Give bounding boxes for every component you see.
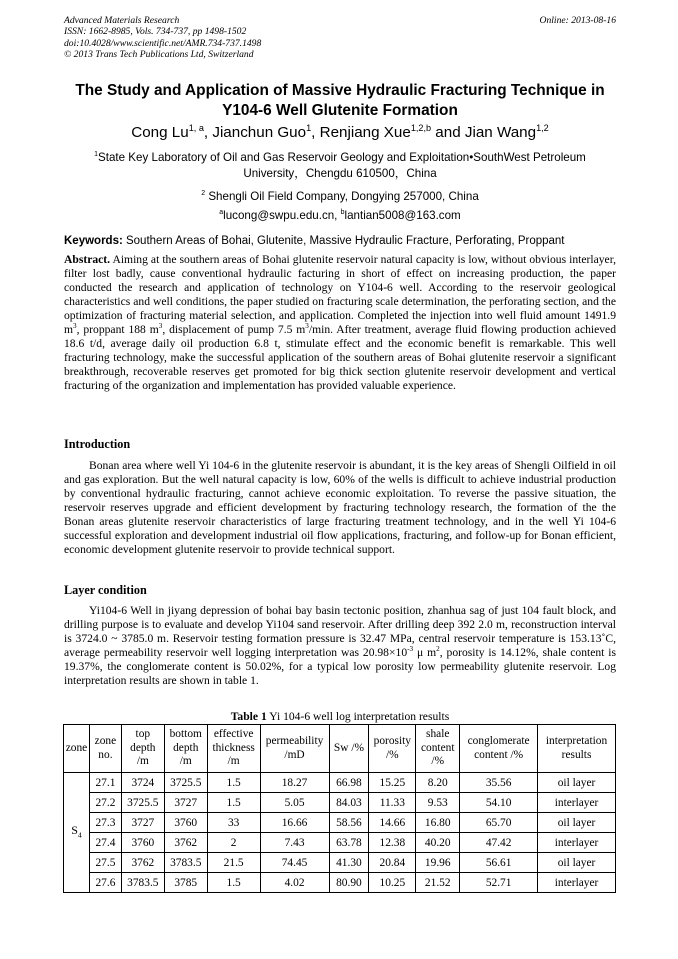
table-cell: 20.84 — [369, 853, 416, 873]
table-cell: 19.96 — [416, 853, 460, 873]
author-list — [60, 124, 620, 141]
table-cell: 2 — [207, 833, 260, 853]
affiliation-mark: 1 — [94, 151, 99, 159]
header-permeability: permeability /mD — [260, 725, 329, 773]
table-cell: 7.43 — [260, 833, 329, 853]
table-cell: 16.66 — [260, 813, 329, 833]
table-cell: 74.45 — [260, 853, 329, 873]
author-name: Cong Lu — [131, 124, 189, 141]
section-heading-introduction: Introduction — [64, 437, 131, 451]
table-cell: 41.30 — [329, 853, 369, 873]
author-name: Jianchun Guo — [212, 124, 307, 141]
table-cell: 10.25 — [369, 873, 416, 893]
table-cell: 12.38 — [369, 833, 416, 853]
table-row — [64, 873, 616, 893]
table-caption-label: Table 1 — [230, 710, 267, 723]
table-cell: interlayer — [538, 873, 616, 893]
superscript: 3 — [158, 322, 163, 331]
superscript: -3 — [407, 645, 414, 654]
table-cell: 3783.5 — [164, 853, 207, 873]
body-text: μ m — [413, 646, 437, 659]
journal-header — [64, 15, 616, 61]
table-cell: 27.3 — [89, 813, 121, 833]
table-cell: 3762 — [121, 853, 164, 873]
table-cell: interlayer — [538, 793, 616, 813]
author-separator: , — [203, 124, 213, 141]
table-row — [64, 853, 616, 873]
table-cell: 56.61 — [460, 853, 538, 873]
abstract-text: , displacement of pump 7.5 m — [162, 323, 306, 336]
table-cell: 18.27 — [260, 773, 329, 793]
layer-condition-paragraph — [64, 604, 616, 688]
keywords — [64, 234, 616, 248]
table-cell: 3727 — [121, 813, 164, 833]
abstract-text: , proppant 188 m — [76, 323, 159, 336]
author-affiliation-mark: 1,2 — [536, 122, 549, 133]
table-row — [64, 773, 616, 793]
table-cell: 33 — [207, 813, 260, 833]
table-cell: 3783.5 — [121, 873, 164, 893]
header-effective-thickness: effective thickness /m — [207, 725, 260, 773]
affiliation-text: Shengli Oil Field Company, Dongying 257000, China — [208, 190, 479, 203]
table-cell: oil layer — [538, 853, 616, 873]
abstract-text: Aiming at the southern areas of Bohai glutenite reservoir natural capacity is low, without obvious interlayer, filter lost badly, cause conventional hydraulic facturing in short of effect on increasing production, the paper conducted the research and application of technology on Y104-6 well. According to the reservoir geological characteristics and well conditions, the paper studied on fracturing scale determination, the perforating section, and the optimization of fracturing material selection, and application. Completed the injection into well fluid amount 1491.9 m — [64, 253, 616, 336]
table-cell: 27.1 — [89, 773, 121, 793]
affiliation-2 — [64, 189, 616, 205]
affiliation-mark: 2 — [201, 190, 206, 198]
table-cell: 1.5 — [207, 873, 260, 893]
table-cell: 66.98 — [329, 773, 369, 793]
journal-issn: ISSN: 1662-8985, Vols. 734-737, pp 1498-1502 — [64, 26, 247, 38]
zone-label: S — [71, 822, 78, 837]
superscript: 2 — [436, 645, 440, 654]
table-cell: 35.56 — [460, 773, 538, 793]
log-interpretation-table — [63, 724, 616, 893]
table-cell: interlayer — [538, 833, 616, 853]
table-cell: 27.6 — [89, 873, 121, 893]
table-row — [64, 793, 616, 813]
table-caption — [64, 710, 616, 723]
journal-name: Advanced Materials Research — [64, 15, 180, 26]
journal-doi: doi:10.4028/www.scientific.net/AMR.734-737.1498 — [64, 37, 262, 49]
table-cell: 3785 — [164, 873, 207, 893]
table-cell: 54.10 — [460, 793, 538, 813]
author-separator: and — [431, 124, 465, 141]
paper-title: The Study and Application of Massive Hydraulic Fracturing Technique in Y104-6 Well Glutenite Formation — [75, 82, 605, 119]
header-zone: zone — [64, 725, 90, 773]
header-top-depth: top depth /m — [121, 725, 164, 773]
header-interpretation-results: interpretation results — [538, 725, 616, 773]
table-cell: 3760 — [121, 833, 164, 853]
introduction-paragraph: Bonan area where well Yi 104-6 in the glutenite reservoir is abundant, it is the key areas of Shengli Oilfield in oil and gas exploration. But the well natural capacity is low, 60% of the wells is difficult to achieve industrial production by conventional hydraulic fracturing, cannot achieve economic exploitation. To reverse the passive situation, the reservoir reserves upgrade and efficient development by fracturing technology research, the formation of the the Bonan areas glutenite reservoir characteristics of large fracturing treatment technology, and in the well Yi 104-6 successful exploration and development industrial oil flow applications, fracturing, and follow-up for Bonan efficient, economic development glutenite reservoir to provide technical support. — [64, 459, 616, 556]
author-affiliation-mark: 1, a — [188, 122, 204, 133]
author-affiliation-mark: 1,2,b — [410, 122, 432, 133]
table-cell: 58.56 — [329, 813, 369, 833]
abstract-label: Abstract. — [64, 253, 111, 266]
table-cell: 27.2 — [89, 793, 121, 813]
email-mark: b — [340, 209, 345, 217]
table-row — [64, 833, 616, 853]
header-bottom-depth: bottom depth /m — [164, 725, 207, 773]
author-affiliation-mark: 1 — [306, 122, 312, 133]
table-cell: 9.53 — [416, 793, 460, 813]
author-separator: , — [311, 124, 320, 141]
author-name: Jian Wang — [464, 124, 537, 141]
email-a[interactable]: lucong@swpu.edu.cn, — [223, 209, 341, 222]
superscript: 3 — [305, 322, 309, 331]
header-zone-no: zone no. — [89, 725, 121, 773]
table-cell: 8.20 — [416, 773, 460, 793]
email-mark: a — [219, 209, 224, 217]
author-emails — [64, 209, 616, 222]
table-cell: 4.02 — [260, 873, 329, 893]
table-cell: 15.25 — [369, 773, 416, 793]
affiliation-1 — [64, 150, 616, 182]
abstract-text: /min. After treatment, average fluid flowing production achieved 18.6 t/d, average daily oil production 6.8 t, stimulate effect and the economic benefit is remarkable. This well fracturing technology, make the successful application of the southern areas of Bohai glutenite reservoir a significant breakthrough, recoverable reserves get promoted for big thick section glutenite reservoir development and vertical fracturing of the organization and implementation has provided valuable experience. — [64, 323, 616, 392]
table-cell: 1.5 — [207, 793, 260, 813]
body-text: , porosity is 14.12%, shale content is 19.37%, the conglomerate content is 50.02%, for a typical low porosity low permeability glutenite reservoir. Log interpretation results are shown in table 1. — [64, 646, 616, 687]
table-cell: 27.5 — [89, 853, 121, 873]
abstract — [64, 253, 616, 393]
table-cell: 47.42 — [460, 833, 538, 853]
table-cell: 5.05 — [260, 793, 329, 813]
keywords-text: Southern Areas of Bohai, Glutenite, Massive Hydraulic Fracture, Perforating, Proppant — [122, 235, 565, 247]
table-cell: 3762 — [164, 833, 207, 853]
author-name: Renjiang Xue — [319, 124, 411, 141]
table-cell: 52.71 — [460, 873, 538, 893]
table-cell: 80.90 — [329, 873, 369, 893]
header-conglomerate-content: conglomerate content /% — [460, 725, 538, 773]
table-cell: 16.80 — [416, 813, 460, 833]
table-cell: 40.20 — [416, 833, 460, 853]
table-header-row — [64, 725, 616, 773]
table-cell: 63.78 — [329, 833, 369, 853]
table-row — [64, 813, 616, 833]
table-cell: 14.66 — [369, 813, 416, 833]
zone-cell — [64, 773, 90, 893]
header-sw: Sw /% — [329, 725, 369, 773]
table-cell: 1.5 — [207, 773, 260, 793]
table-cell: 3725.5 — [121, 793, 164, 813]
header-shale-content: shale content /% — [416, 725, 460, 773]
header-porosity: porosity /% — [369, 725, 416, 773]
zone-subscript: 4 — [77, 830, 82, 840]
table-cell: oil layer — [538, 773, 616, 793]
body-text: Yi104-6 Well in jiyang depression of bohai bay basin tectonic position, zhanhua sag of just 104 fault block, and drilling purpose is to evaluate and develop Yi104 sand reservoir. After drilling deep 392 2.0 m, reconstruction interval is 3724.0 ~ 3785.0 m. Reservoir testing formation pressure is 32.47 MPa, central reservoir temperature is 153.13˚C, average permeability reservoir well logging interpretation was 20.98×10 — [64, 604, 616, 659]
section-heading-layer-condition: Layer condition — [64, 583, 147, 597]
table-caption-text: Yi 104-6 well log interpretation results — [266, 710, 450, 723]
journal-copyright: © 2013 Trans Tech Publications Ltd, Switzerland — [64, 49, 254, 61]
affiliation-text: State Key Laboratory of Oil and Gas Reservoir Geology and Exploitation•SouthWest Petroleum University，Chengdu 610500，China — [98, 151, 586, 180]
email-b[interactable]: lantian5008@163.com — [344, 209, 461, 222]
table-cell: 11.33 — [369, 793, 416, 813]
table-cell: 21.5 — [207, 853, 260, 873]
table-cell: 84.03 — [329, 793, 369, 813]
online-date: Online: 2013-08-16 — [539, 15, 616, 26]
table-cell: 21.52 — [416, 873, 460, 893]
superscript: 3 — [73, 322, 77, 331]
table-cell: 3725.5 — [164, 773, 207, 793]
table-cell: 3724 — [121, 773, 164, 793]
table-cell: 3727 — [164, 793, 207, 813]
keywords-label: Keywords: — [64, 235, 123, 247]
table-cell: 3760 — [164, 813, 207, 833]
table-cell: 27.4 — [89, 833, 121, 853]
table-cell: 65.70 — [460, 813, 538, 833]
table-cell: oil layer — [538, 813, 616, 833]
